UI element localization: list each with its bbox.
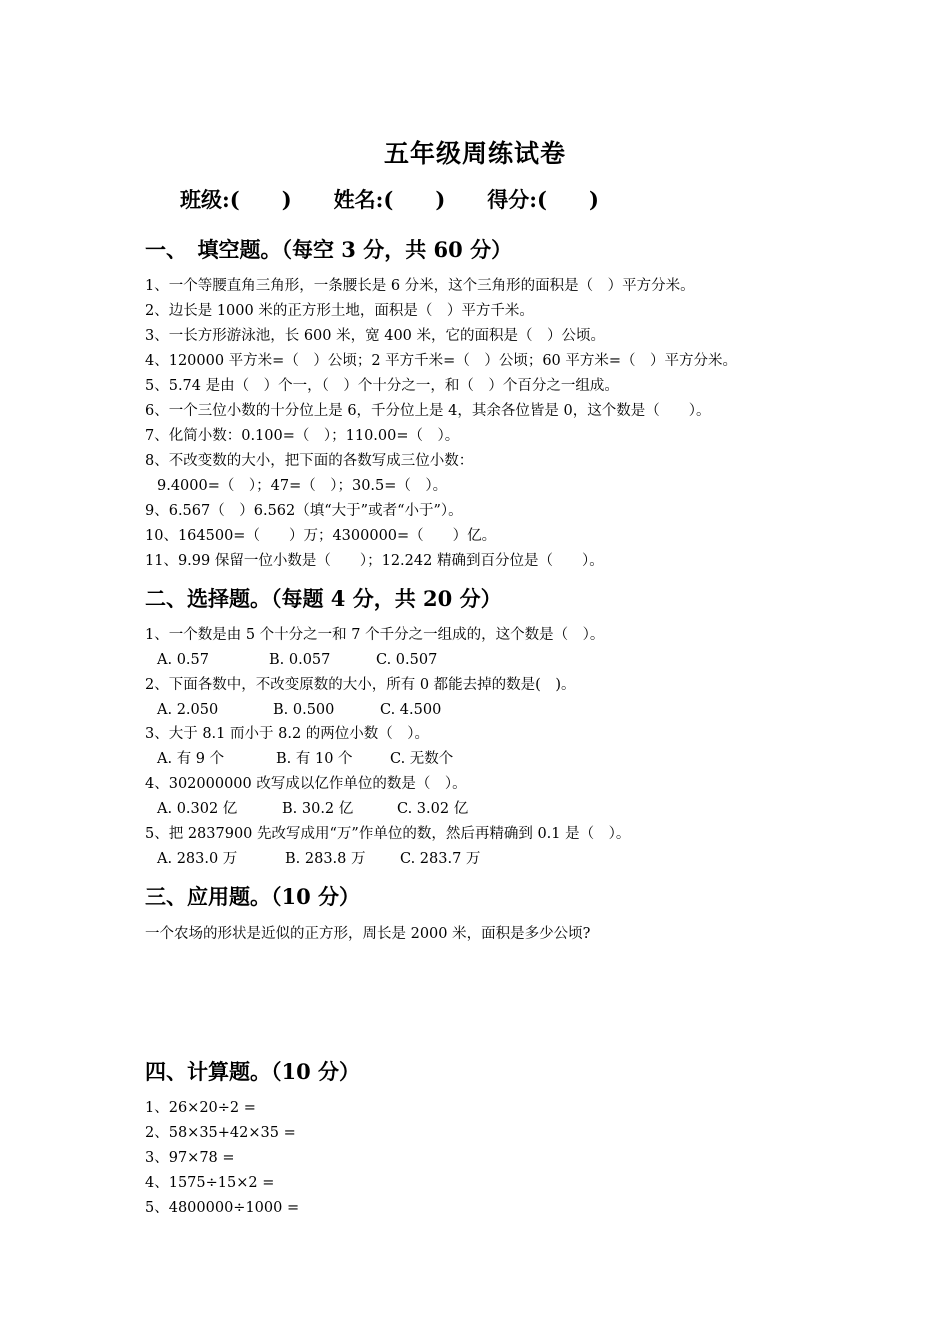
student-info-row [180,184,599,214]
calculation-item: 5、4800000÷1000 = [145,1200,300,1216]
fill-blank-item: 10、164500=（ ）万；4300000=（ ）亿。 [145,528,497,544]
choice-question: 4、302000000 改写成以亿作单位的数是（ ）。 [145,776,467,792]
choice-options [157,799,468,819]
calculation-item: 4、1575÷15×2 = [145,1175,275,1191]
option-b: B. 283.8 万 [285,851,366,867]
fill-blank-item: 9、6.567（ ）6.562（填“大于”或者“小于”）。 [145,503,463,519]
calculation-item: 2、58×35+42×35 = [145,1125,296,1141]
calculation-item: 3、97×78 = [145,1150,235,1166]
option-b: B. 30.2 亿 [282,801,354,817]
choice-options [157,749,453,769]
option-c: C. 3.02 亿 [397,801,469,817]
option-c: C. 无数个 [390,751,454,767]
choice-question: 1、一个数是由 5 个十分之一和 7 个千分之一组成的，这个数是（ ）。 [145,627,605,643]
section-choice-heading: 二、选择题。（每题 4 分，共 20 分） [145,586,502,611]
option-b: B. 0.500 [273,702,335,718]
fill-blank-item: 1、一个等腰直角三角形，一条腰长是 6 分米，这个三角形的面积是（ ）平方分米。 [145,278,695,294]
option-b: B. 有 10 个 [276,751,353,767]
class-field: 班级:( ) [180,187,292,212]
fill-blank-item: 7、化简小数：0.100=（ ）；110.00=（ ）。 [145,428,460,444]
fill-blank-item: 5、5.74 是由（ ）个一，（ ）个十分之一，和（ ）个百分之一组成。 [145,378,619,394]
fill-blank-item: 3、一长方形游泳池，长 600 米，宽 400 米，它的面积是（ ）公顷。 [145,328,606,344]
fill-blank-item: 8、不改变数的大小，把下面的各数写成三位小数： [145,453,474,469]
choice-options [157,700,441,720]
choice-question: 5、把 2837900 先改写成用“万”作单位的数，然后再精确到 0.1 是（ ）。 [145,826,631,842]
option-a: A. 283.0 万 [157,851,238,867]
name-field: 姓名:( ) [333,187,446,212]
option-c: C. 4.500 [380,702,442,718]
section-application-heading: 三、应用题。（10 分） [145,884,361,909]
application-question: 一个农场的形状是近似的正方形，周长是 2000 米，面积是多少公顷? [145,926,591,942]
option-a: A. 0.302 亿 [157,801,238,817]
choice-question: 2、下面各数中，不改变原数的大小，所有 0 都能去掉的数是( )。 [145,677,576,693]
section-calculation-heading: 四、计算题。（10 分） [145,1059,361,1084]
calculation-item: 1、26×20÷2 = [145,1100,256,1116]
score-field: 得分:( ) [487,187,599,212]
choice-options [157,849,480,869]
option-c: C. 0.507 [376,652,438,668]
option-b: B. 0.057 [269,652,331,668]
option-c: C. 283.7 万 [400,851,481,867]
choice-options [157,650,437,670]
section-fill-blank-heading: 一、 填空题。（每空 3 分，共 60 分） [145,237,513,262]
choice-question: 3、大于 8.1 而小于 8.2 的两位小数（ ）。 [145,726,430,742]
option-a: A. 2.050 [157,702,219,718]
fill-blank-item: 11、9.99 保留一位小数是（ ）；12.242 精确到百分位是（ ）。 [145,553,604,569]
fill-blank-item: 2、边长是 1000 米的正方形土地，面积是（ ）平方千米。 [145,303,534,319]
fill-blank-subitem: 9.4000=（ ）；47=（ ）；30.5=（ ）。 [157,478,448,494]
option-a: A. 有 9 个 [157,751,225,767]
option-a: A. 0.57 [157,652,209,668]
page-title: 五年级周练试卷 [383,139,566,168]
fill-blank-item: 6、一个三位小数的十分位上是 6，千分位上是 4，其余各位皆是 0，这个数是（ ）。 [145,403,711,419]
fill-blank-item: 4、120000 平方米=（ ）公顷；2 平方千米=（ ）公顷；60 平方米=（ ）平方分米。 [145,353,738,369]
